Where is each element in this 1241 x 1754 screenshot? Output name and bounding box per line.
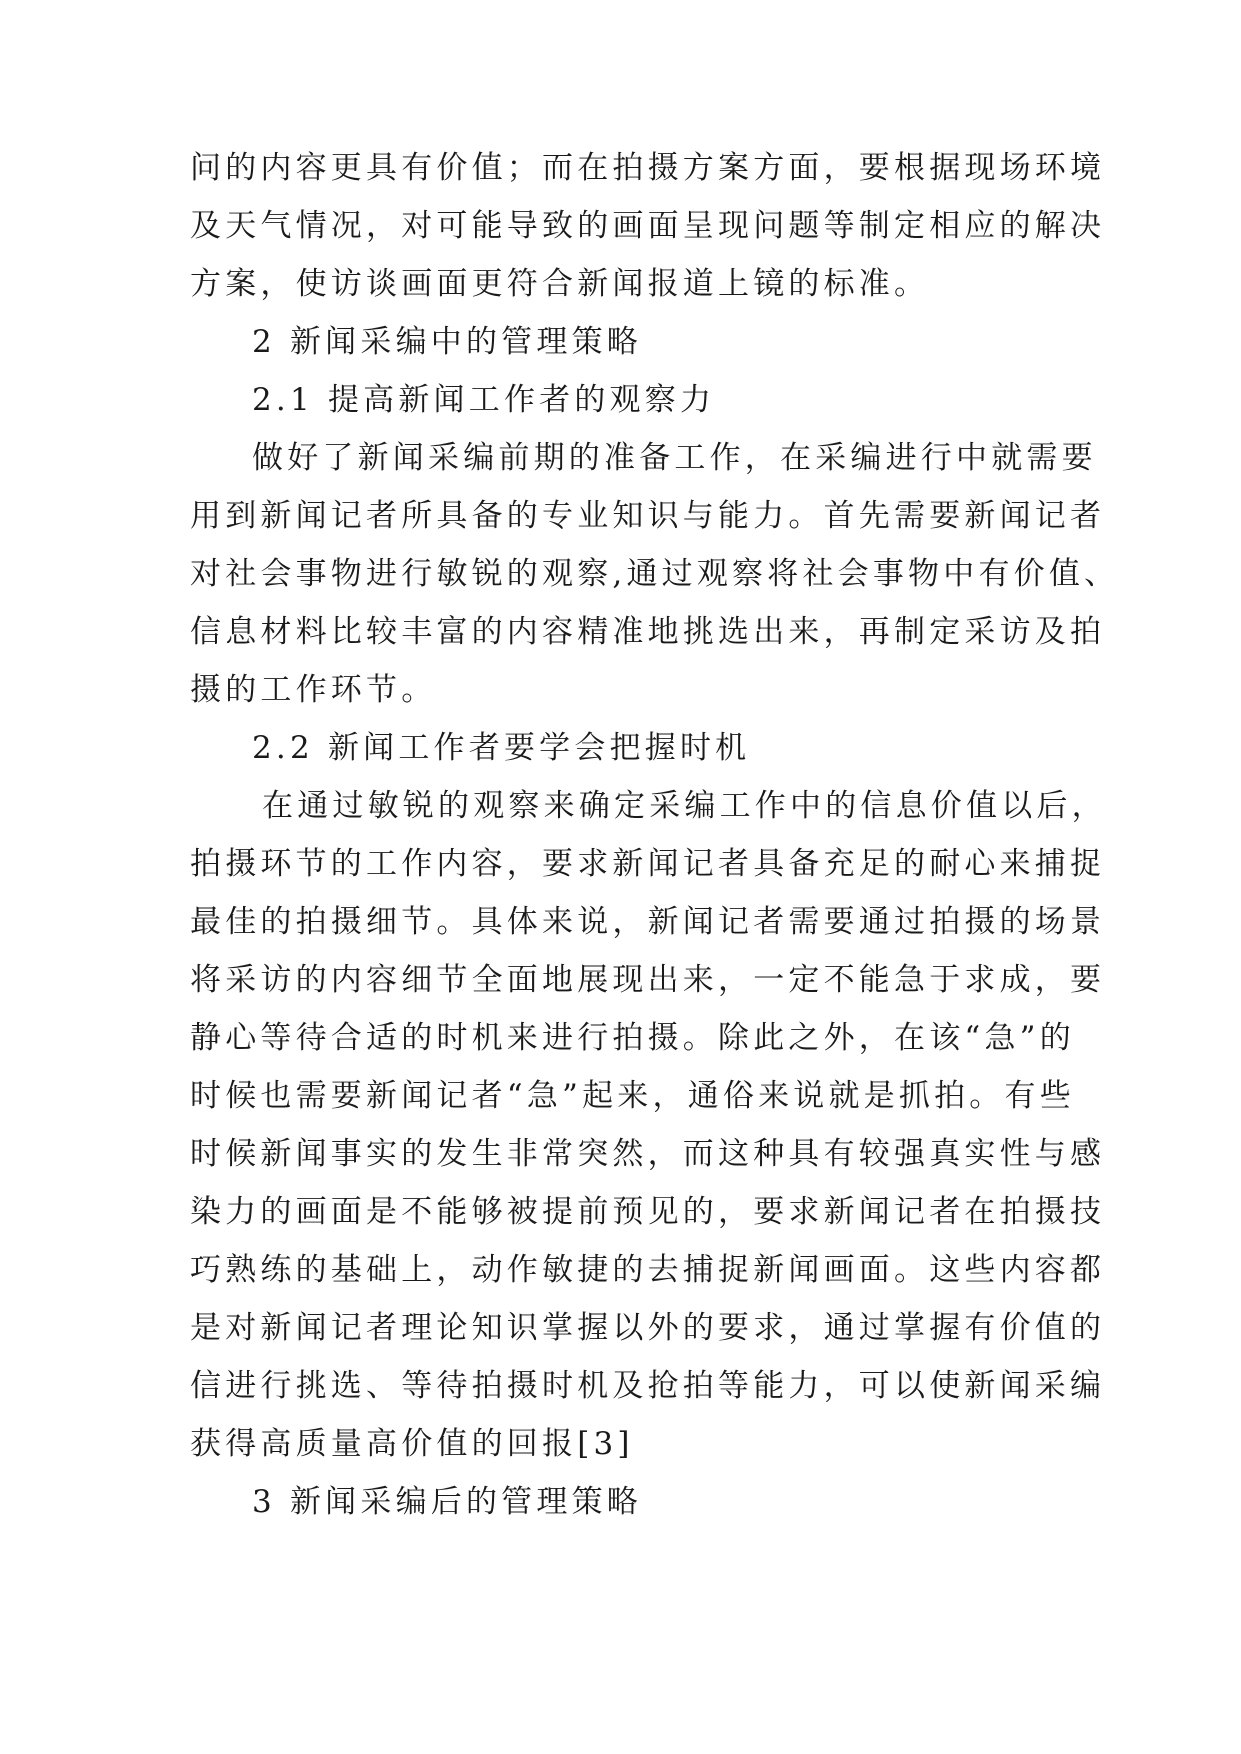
body-text-line: 拍摄环节的工作内容，要求新闻记者具备充足的耐心来捕捉 xyxy=(190,846,1106,882)
body-text-line: 及天气情况，对可能导致的画面呈现问题等制定相应的解决 xyxy=(190,208,1106,244)
body-text-line: 时候也需要新闻记者“急”起来，通俗来说就是抓拍。有些 xyxy=(190,1078,1075,1114)
body-text-line: 方案，使访谈画面更符合新闻报道上镜的标准。 xyxy=(190,266,930,302)
body-text-line: 是对新闻记者理论知识掌握以外的要求，通过掌握有价值的 xyxy=(190,1310,1106,1346)
body-text-line: 对社会事物进行敏锐的观察,通过观察将社会事物中有价值、 xyxy=(190,556,1120,592)
body-text-line: 用到新闻记者所具备的专业知识与能力。首先需要新闻记者 xyxy=(190,498,1106,534)
body-text-line: 最佳的拍摄细节。具体来说，新闻记者需要通过拍摄的场景 xyxy=(190,904,1106,940)
body-text-line: 信息材料比较丰富的内容精准地挑选出来，再制定采访及拍 xyxy=(190,614,1106,650)
body-text-line: 静心等待合适的时机来进行拍摄。除此之外，在该“急”的 xyxy=(190,1020,1075,1056)
subsection-heading: 2.1 提高新闻工作者的观察力 xyxy=(252,382,716,418)
section-heading: 2 新闻采编中的管理策略 xyxy=(252,324,642,360)
body-text-line: 将采访的内容细节全面地展现出来，一定不能急于求成，要 xyxy=(190,962,1106,998)
body-text-line: 做好了新闻采编前期的准备工作，在采编进行中就需要 xyxy=(252,440,1097,476)
subsection-heading: 2.2 新闻工作者要学会把握时机 xyxy=(252,730,751,766)
body-text-line: 巧熟练的基础上，动作敏捷的去捕捉新闻画面。这些内容都 xyxy=(190,1252,1106,1288)
body-text-line: 染力的画面是不能够被提前预见的，要求新闻记者在拍摄技 xyxy=(190,1194,1106,1230)
body-text-line: 在通过敏锐的观察来确定采编工作中的信息价值以后， xyxy=(262,788,1107,824)
section-heading: 3 新闻采编后的管理策略 xyxy=(252,1484,642,1520)
body-text-line: 摄的工作环节。 xyxy=(190,672,437,708)
body-text-line: 获得高质量高价值的回报[3] xyxy=(190,1426,634,1462)
body-text-line: 时候新闻事实的发生非常突然，而这种具有较强真实性与感 xyxy=(190,1136,1106,1172)
body-text-line: 问的内容更具有价值；而在拍摄方案方面，要根据现场环境 xyxy=(190,150,1106,186)
body-text-line: 信进行挑选、等待拍摄时机及抢拍等能力，可以使新闻采编 xyxy=(190,1368,1106,1404)
